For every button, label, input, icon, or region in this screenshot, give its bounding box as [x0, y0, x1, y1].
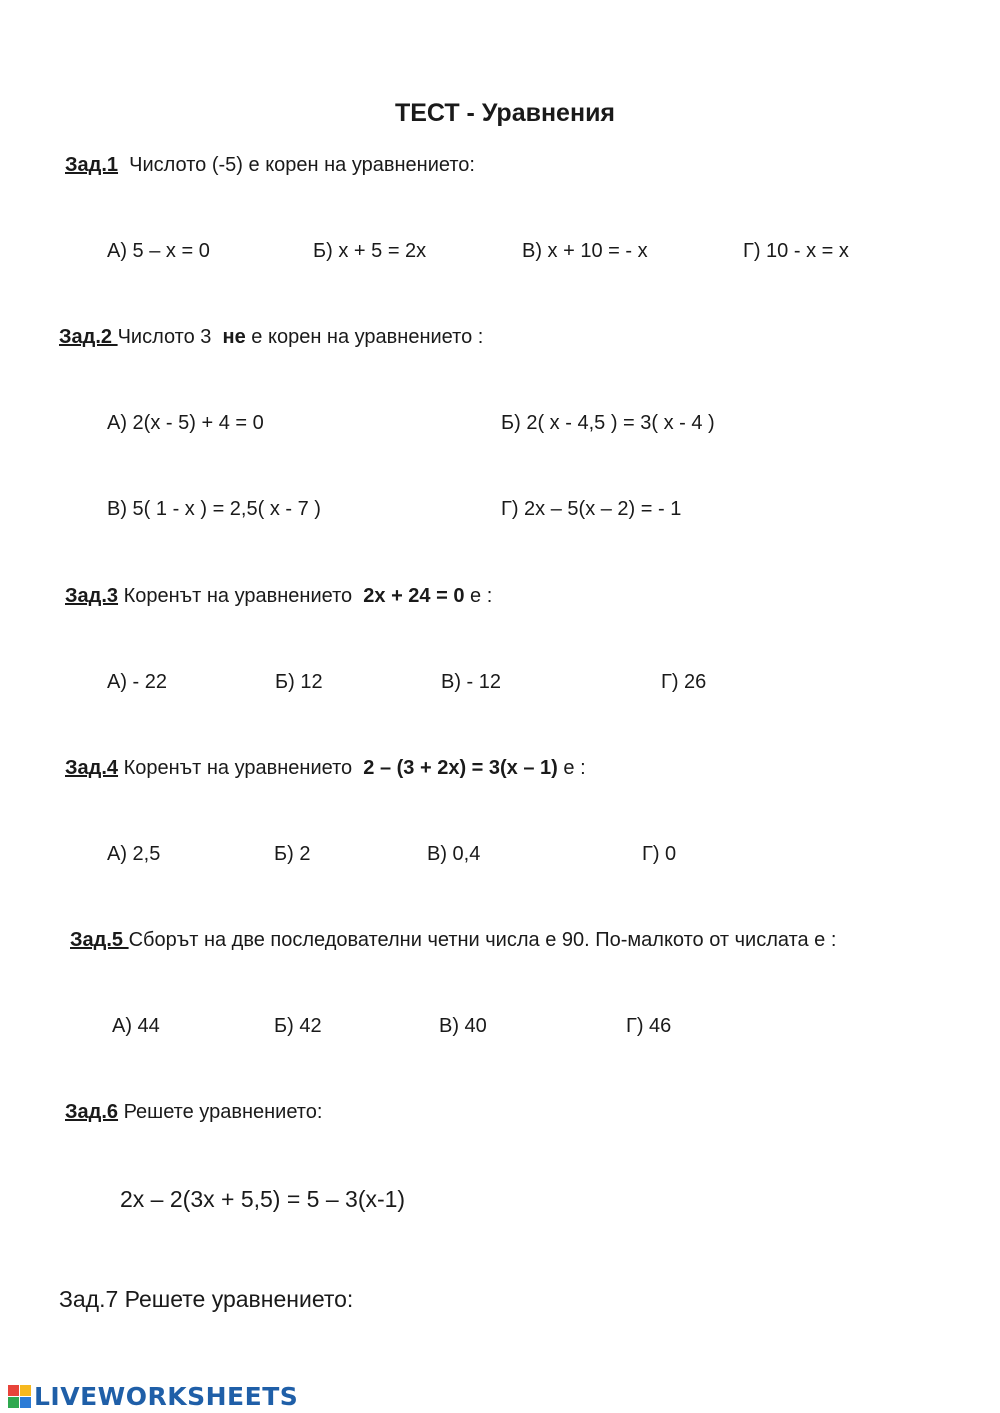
task1-question — [65, 154, 475, 177]
task1-option-a[interactable]: А) 5 – х = 0 — [107, 240, 210, 262]
task3-text-before: Коренът на уравнението — [118, 585, 358, 607]
task4-option-c[interactable]: В) 0,4 — [427, 843, 481, 865]
logo-text: LIVEWORKSHEETS — [34, 1381, 299, 1411]
task5-number: Зад.5 — [70, 929, 129, 951]
task4-option-d[interactable]: Г) 0 — [642, 843, 677, 865]
task2-option-b[interactable]: Б) 2( х - 4,5 ) = 3( х - 4 ) — [501, 412, 715, 434]
logo-square-red — [8, 1385, 19, 1396]
task2-option-d[interactable]: Г) 2х – 5(х – 2) = - 1 — [501, 498, 682, 520]
task3-equation: 2х + 24 = 0 — [363, 585, 465, 607]
task3-option-d[interactable]: Г) 26 — [661, 671, 707, 693]
logo-square-blue — [20, 1397, 31, 1408]
task6-question — [65, 1101, 322, 1124]
task3-question — [65, 585, 492, 608]
task5-option-d[interactable]: Г) 46 — [626, 1015, 672, 1037]
task5-option-b[interactable]: Б) 42 — [274, 1015, 322, 1037]
task4-text-after: е : — [557, 757, 586, 779]
task4-equation: 2 – (3 + 2х) = 3(х – 1) — [363, 757, 558, 779]
page-title: ТЕСТ - Уравнения — [394, 99, 616, 127]
task5-text: Сборът на две последователни четни числа е 90. По-малкото от числата е : — [128, 929, 837, 951]
task1-number: Зад.1 — [65, 154, 119, 176]
task4-text-before: Коренът на уравнението — [118, 757, 358, 779]
task6-equation: 2х – 2(3х + 5,5) = 5 – 3(х-1) — [120, 1186, 406, 1212]
task3-option-a[interactable]: А) - 22 — [107, 671, 168, 693]
task5-option-a[interactable]: А) 44 — [112, 1015, 160, 1037]
task2-question — [59, 326, 483, 349]
task1-text: Числото (-5) е корен на уравнението: — [129, 154, 475, 176]
logo-square-green — [8, 1397, 19, 1408]
task1-option-d[interactable]: Г) 10 - х = х — [743, 240, 849, 262]
task2-number: Зад.2 — [59, 326, 118, 348]
task2-text-before: Числото 3 — [117, 326, 217, 348]
task2-option-c[interactable]: В) 5( 1 - х ) = 2,5( х - 7 ) — [107, 498, 321, 520]
logo-square-yellow — [20, 1385, 31, 1396]
task2-text-after: е корен на уравнението : — [245, 326, 484, 348]
task2-option-a[interactable]: А) 2(х - 5) + 4 = 0 — [107, 412, 264, 434]
task4-question — [65, 757, 586, 780]
task6-number: Зад.6 — [65, 1101, 119, 1123]
task4-option-a[interactable]: А) 2,5 — [107, 843, 161, 865]
task4-number: Зад.4 — [65, 757, 119, 779]
liveworksheets-logo[interactable] — [8, 1381, 298, 1411]
task4-option-b[interactable]: Б) 2 — [274, 843, 311, 865]
task3-option-c[interactable]: В) - 12 — [441, 671, 502, 693]
task3-option-b[interactable]: Б) 12 — [275, 671, 323, 693]
logo-mark-icon — [8, 1385, 31, 1408]
task1-option-b[interactable]: Б) х + 5 = 2х — [313, 240, 427, 262]
task6-text: Решете уравнението: — [118, 1101, 323, 1123]
task7-question: Зад.7 Решете уравнението: — [59, 1286, 354, 1312]
task3-number: Зад.3 — [65, 585, 119, 607]
task2-text-bold: не — [222, 326, 246, 348]
task1-option-c[interactable]: В) х + 10 = - х — [522, 240, 648, 262]
task5-option-c[interactable]: В) 40 — [439, 1015, 487, 1037]
task3-text-after: е : — [464, 585, 493, 607]
task5-question — [70, 929, 836, 952]
